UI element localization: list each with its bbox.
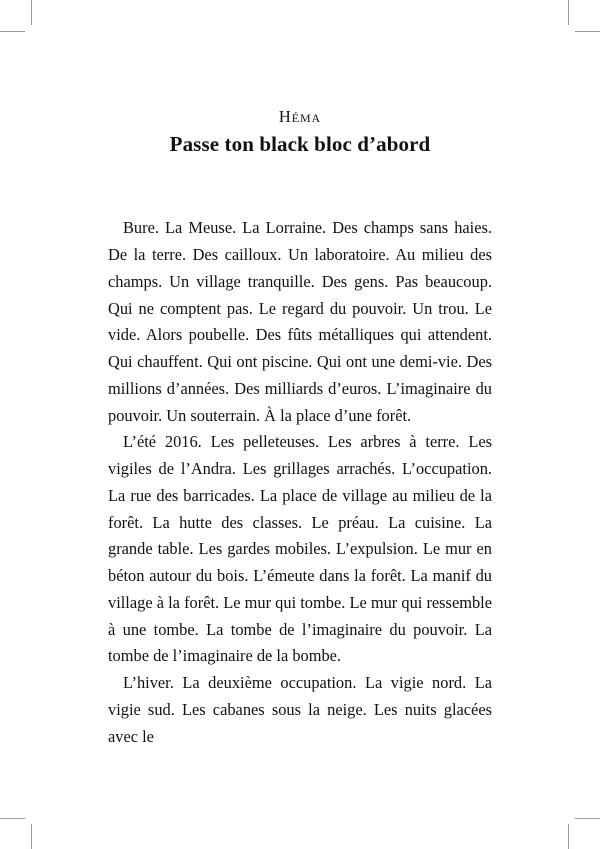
paragraph: L’hiver. La deuxième occupation. La vigie nord. La vigie sud. Les cabanes sous la neige. Les nuits glacées avec le (108, 673, 492, 746)
text-block (108, 0, 492, 750)
author-name: Héma (278, 107, 322, 126)
paragraph: L’été 2016. Les pelleteuses. Les arbres à terre. Les vigiles de l’Andra. Les grillages arrachés. L’occupation. La rue des barricades. La place de village au milieu de la forêt. La hutte des classes. Le préau. La cuisine. La grande table. Les gardes mobiles. L’expulsion. Le mur en béton autour du bois. L’émeute dans la forêt. La manif du village à la forêt. Le mur qui tombe. Le mur qui ressemble à une tombe. La tombe de l’imaginaire du pouvoir. La tombe de l’imaginaire de la bombe. (108, 432, 492, 666)
paragraph: Bure. La Meuse. La Lorraine. Des champs sans haies. De la terre. Des cailloux. Un laboratoire. Au milieu des champs. Un village tranquille. Des gens. Pas beaucoup. Qui ne comptent pas. Le regard du pouvoir. Un trou. Le vide. Alors poubelle. Des fûts métalliques qui attendent. Qui chauffent. Qui ont piscine. Qui ont une demi-vie. Des millions d’années. Des milliards d’euros. L’imaginaire du pouvoir. Un souterrain. À la place d’une forêt. (108, 218, 492, 425)
body-text (108, 158, 492, 750)
crop-mark-bottom-right-vertical (568, 824, 569, 849)
crop-mark-bottom-right-horizontal (575, 818, 600, 819)
crop-mark-bottom-left-horizontal (0, 818, 25, 819)
crop-mark-bottom-left-vertical (31, 824, 32, 849)
chapter-heading (108, 0, 492, 158)
crop-mark-top-right-horizontal (575, 31, 600, 32)
crop-mark-top-left-horizontal (0, 31, 25, 32)
crop-mark-top-right-vertical (568, 0, 569, 25)
chapter-title: Passe ton black bloc d’abord (169, 131, 431, 156)
crop-mark-top-left-vertical (31, 0, 32, 25)
